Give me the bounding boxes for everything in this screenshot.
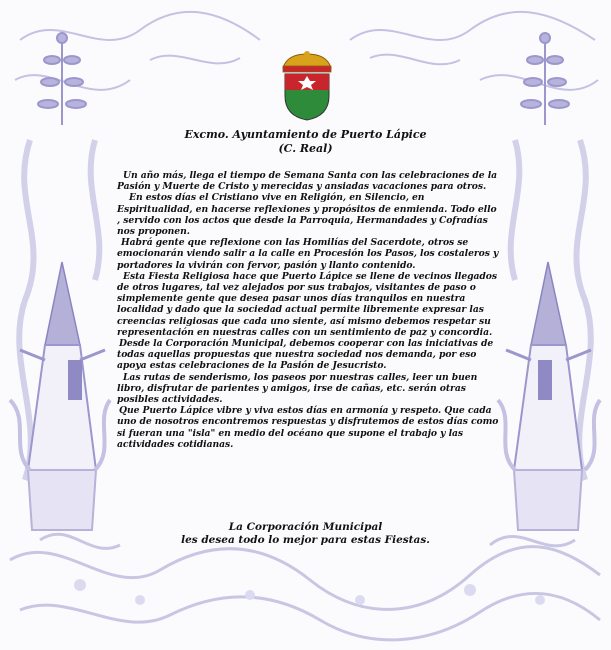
top-right-sprig xyxy=(521,33,569,125)
paragraph: Que Puerto Lápice vibre y viva estos días en armonía y respeto. Que cada uno de nosotros encontremos respuestas y disfrutemos de estos días como si fueran una "isla" en medio del océano que supone el trabajo y las actividades cotidianas. xyxy=(117,405,499,450)
letter-signoff xyxy=(150,521,461,547)
paragraph: En estos días el Cristiano vive en Religión, en Silencio, en Espiritualidad, en hacerse reflexiones y propósitos de enmienda. Todo ello , servido con los actos que desde la Parroquia, Hermandades y Cofradías nos proponen. xyxy=(117,192,497,238)
paragraph: Desde la Corporación Municipal, debemos cooperar con las iniciativas de todas aquellas propuestas que nuestra sociedad nos demanda, por eso apoya estas celebraciones de la Pasión de Jesucristo. xyxy=(117,338,494,372)
letter-body xyxy=(117,170,499,450)
signoff-line-1: La Corporación Municipal xyxy=(228,521,383,533)
header-title: Excmo. Ayuntamiento de Puerto Lápice xyxy=(184,128,427,141)
letter-header xyxy=(150,128,461,156)
bottom-flourishes xyxy=(74,579,545,605)
top-left-sprig xyxy=(38,33,86,125)
signoff-line-2: les desea todo lo mejor para estas Fiestas. xyxy=(181,534,430,546)
paragraph: Esta Fiesta Religiosa hace que Puerto Lápice se llene de vecinos llegados de otros lugares, tal vez alejados por sus trabajos, visitantes de paso o simplemente gente que desea pasar unos días tranquilos en nuestra localidad y dado que la sociedad actual permite libremente expresar las creencias religiosas que cada uno siente, así mismo debemos respetar su representación en nuestras calles con un sentimiento de paz y concordia. xyxy=(117,270,498,338)
paragraph: Un año más, llega el tiempo de Semana Santa con las celebraciones de la Pasión y Muerte de Cristo y merecidas y ansiadas vacaciones para otros. xyxy=(117,170,498,193)
municipal-crest-icon xyxy=(273,50,341,122)
bottom-ornament xyxy=(10,534,600,640)
header-subtitle: (C. Real) xyxy=(278,142,333,155)
paragraph: Las rutas de senderismo, los paseos por nuestras calles, leer un buen libro, disfrutar de parientes y amigos, irse de cañas, etc. serán otras posibles actividades. xyxy=(117,371,478,406)
paragraph: Habrá gente que reflexione con las Homilías del Sacerdote, otros se emocionarán viendo salir a la calle en Procesión los Pasos, los costaleros y portadores la vivirán con fervor, pasión y llanto contenido. xyxy=(117,237,499,271)
